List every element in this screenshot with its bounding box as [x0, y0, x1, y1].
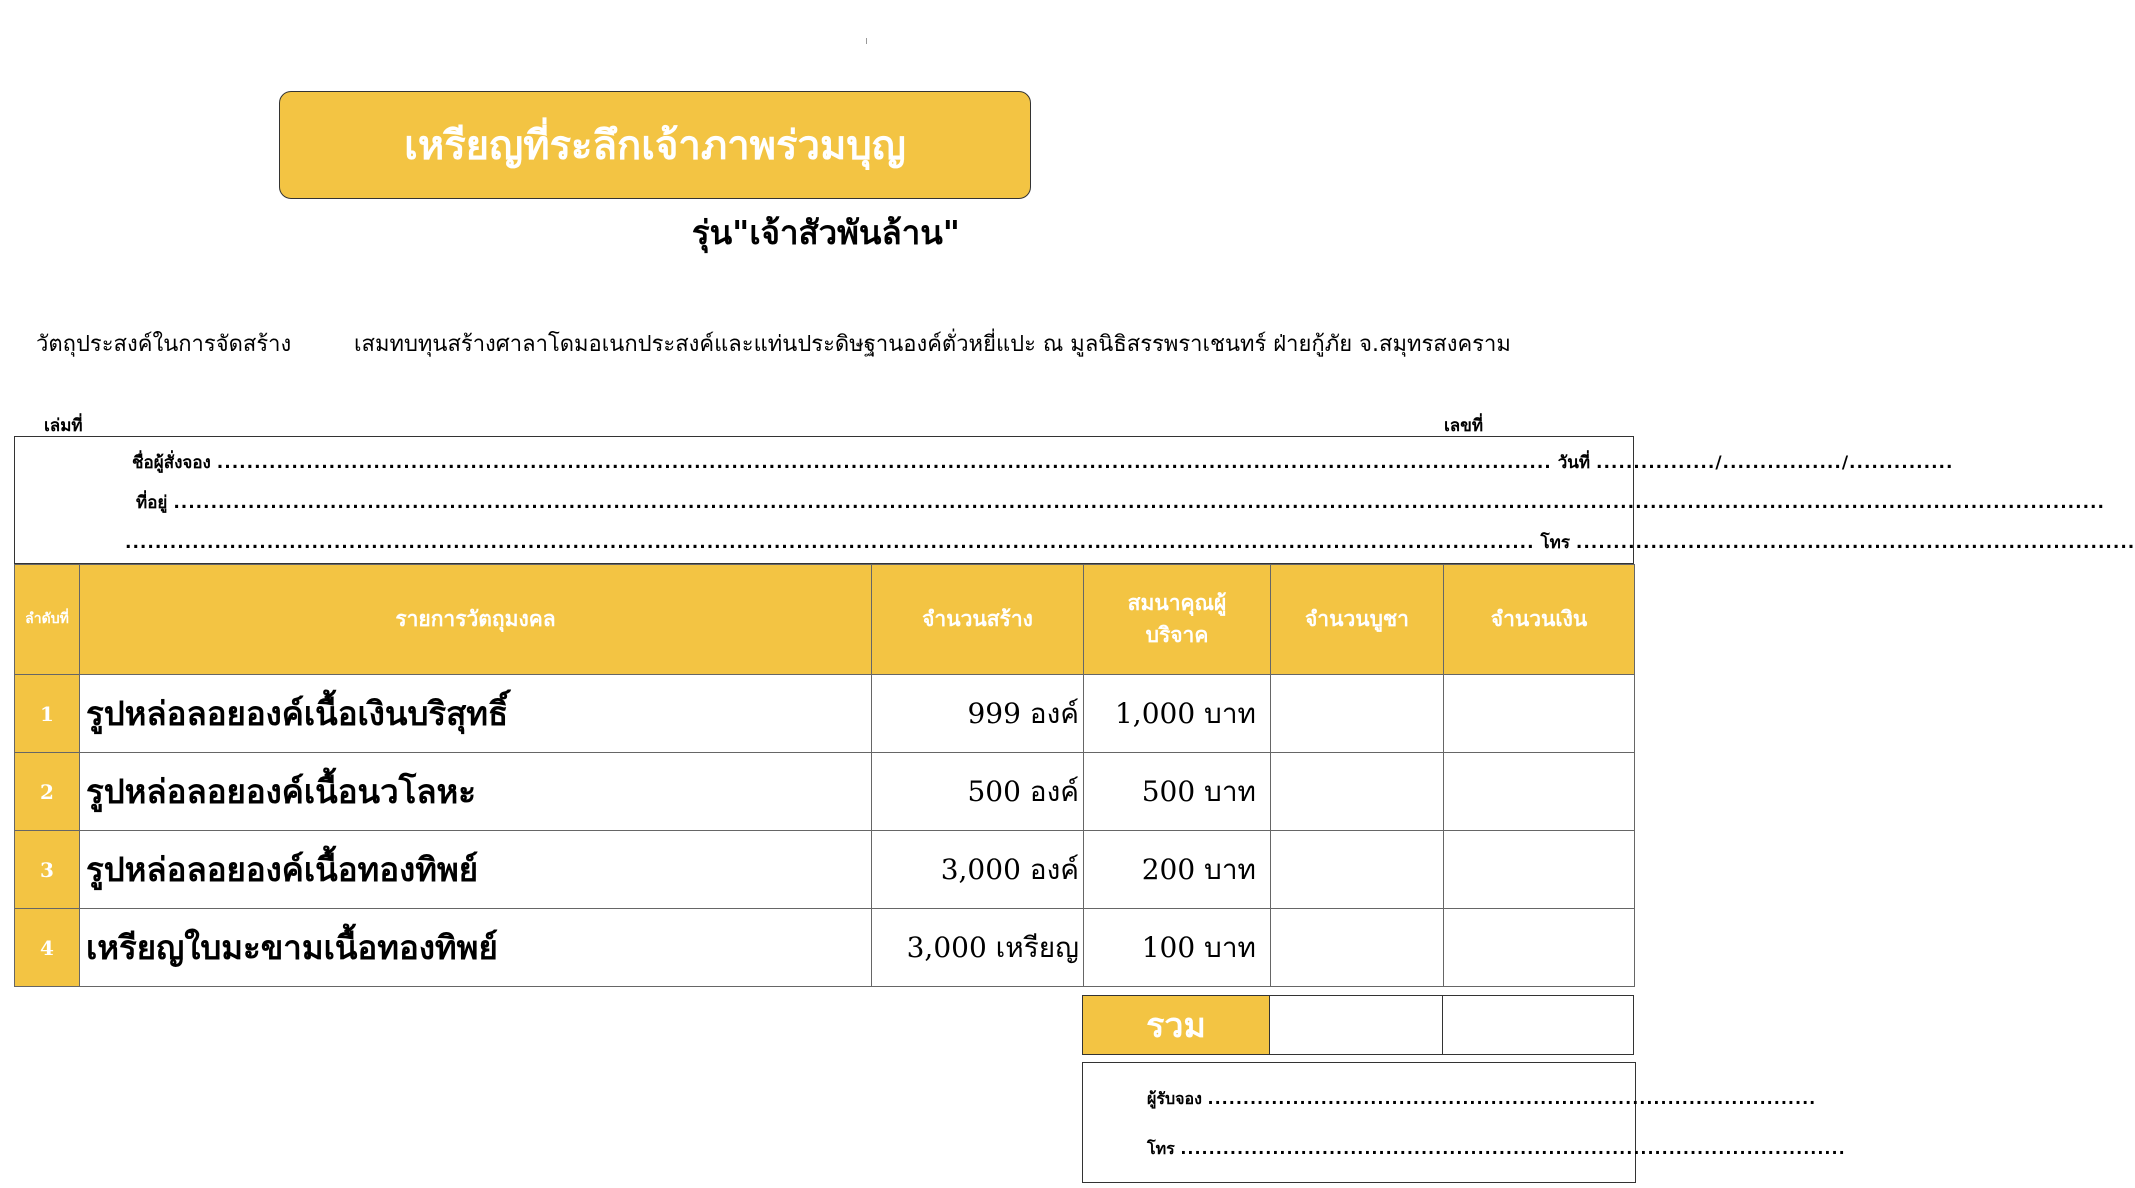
- receiver-box: [1082, 1062, 1846, 1183]
- date-label: วันที่: [1557, 453, 1591, 473]
- total-amount-cell[interactable]: [1443, 996, 1633, 1054]
- table-row: [15, 753, 1635, 831]
- table-row: [15, 675, 1635, 753]
- phone-prefix-dots: .............................................................................................................................................................................................: [125, 533, 1535, 553]
- item-count-cell[interactable]: [1271, 753, 1444, 831]
- purpose-text: เสมทบทุนสร้างศาลาโดมอเนกประสงค์และแท่นประดิษฐานองค์ตั่วหยี่แปะ ณ มูลนิธิสรรพราเชนทร์ ฝ่ายกู้ภัย จ.สมุทรสงคราม: [354, 332, 1511, 357]
- item-amount-cell[interactable]: [1444, 831, 1635, 909]
- title-banner: [279, 91, 1031, 199]
- header-donation: [1084, 565, 1271, 675]
- receiver-phone-label: โทร: [1147, 1139, 1175, 1158]
- header-donation-line2: บริจาค: [1145, 622, 1209, 647]
- item-quantity: 3,000 เหรียญ: [872, 909, 1084, 987]
- header-count: จำนวนบูชา: [1271, 565, 1444, 675]
- address-dots: ...................................................................................................................................................................................................................................................................: [173, 493, 2105, 513]
- table-row: [15, 909, 1635, 987]
- address-label: ที่อยู่: [136, 493, 168, 513]
- row-number: 3: [15, 831, 80, 909]
- orderer-name-label: ชื่อผู้สั่งจอง: [132, 453, 211, 473]
- item-name: รูปหล่อลอยองค์เนื้อเงินบริสุทธิ์: [80, 675, 872, 753]
- page-title: เหรียญที่ระลึกเจ้าภาพร่วมบุญ: [404, 123, 906, 169]
- phone-line[interactable]: [125, 529, 2135, 556]
- address-line[interactable]: [136, 489, 2105, 516]
- receiver-phone-line[interactable]: [1147, 1137, 1846, 1162]
- row-number: 1: [15, 675, 80, 753]
- table-row: [15, 831, 1635, 909]
- row-number: 4: [15, 909, 80, 987]
- receiver-dots: ......................................................................................: [1207, 1089, 1817, 1108]
- item-name: รูปหล่อลอยองค์เนื้อทองทิพย์: [80, 831, 872, 909]
- phone-dots: ...........................................................................: [1575, 533, 2135, 553]
- item-count-cell[interactable]: [1271, 675, 1444, 753]
- item-name: รูปหล่อลอยองค์เนื้อนวโลหะ: [80, 753, 872, 831]
- item-amount-cell[interactable]: [1444, 675, 1635, 753]
- orderer-info-box: [14, 436, 2135, 564]
- items-table: [14, 564, 1635, 987]
- item-amount-cell[interactable]: [1444, 753, 1635, 831]
- receiver-name-line[interactable]: [1147, 1087, 1817, 1112]
- receiver-label: ผู้รับจอง: [1147, 1089, 1202, 1108]
- item-quantity: 500 องค์: [872, 753, 1084, 831]
- total-count-cell[interactable]: [1270, 996, 1443, 1054]
- item-name: เหรียญใบมะขามเนื้อทองทิพย์: [80, 909, 872, 987]
- header-donation-line1: สมนาคุณผู้: [1127, 591, 1227, 615]
- date-dots: ................/................/..............: [1595, 453, 1954, 473]
- header-no: ลำดับที่: [15, 565, 80, 675]
- purpose-label: วัตถุประสงค์ในการจัดสร้าง: [36, 332, 292, 357]
- header-item: รายการวัตถุมงคล: [80, 565, 872, 675]
- header-amount: จำนวนเงิน: [1444, 565, 1635, 675]
- item-quantity: 999 องค์: [872, 675, 1084, 753]
- row-number: 2: [15, 753, 80, 831]
- item-count-cell[interactable]: [1271, 831, 1444, 909]
- page-subtitle: รุ่น"เจ้าสัวพันล้าน": [691, 213, 960, 252]
- serial-number-label: เลขที่: [1444, 416, 1484, 436]
- orderer-name-dots: ...................................................................................................................................................................................: [216, 453, 1552, 473]
- item-quantity: 3,000 องค์: [872, 831, 1084, 909]
- table-header-row: [15, 565, 1635, 675]
- item-price: 500 บาท: [1084, 753, 1271, 831]
- item-price: 200 บาท: [1084, 831, 1271, 909]
- orderer-name-line[interactable]: [132, 449, 1954, 476]
- total-label: รวม: [1083, 996, 1270, 1054]
- item-price: 100 บาท: [1084, 909, 1271, 987]
- header-quantity: จำนวนสร้าง: [872, 565, 1084, 675]
- phone-label: โทร: [1540, 533, 1570, 553]
- book-number-label: เล่มที่: [44, 416, 83, 436]
- item-count-cell[interactable]: [1271, 909, 1444, 987]
- top-tick-mark: [866, 38, 867, 44]
- total-row: [1082, 995, 1634, 1055]
- item-amount-cell[interactable]: [1444, 909, 1635, 987]
- receiver-phone-dots: ..............................................................................................: [1180, 1139, 1846, 1158]
- item-price: 1,000 บาท: [1084, 675, 1271, 753]
